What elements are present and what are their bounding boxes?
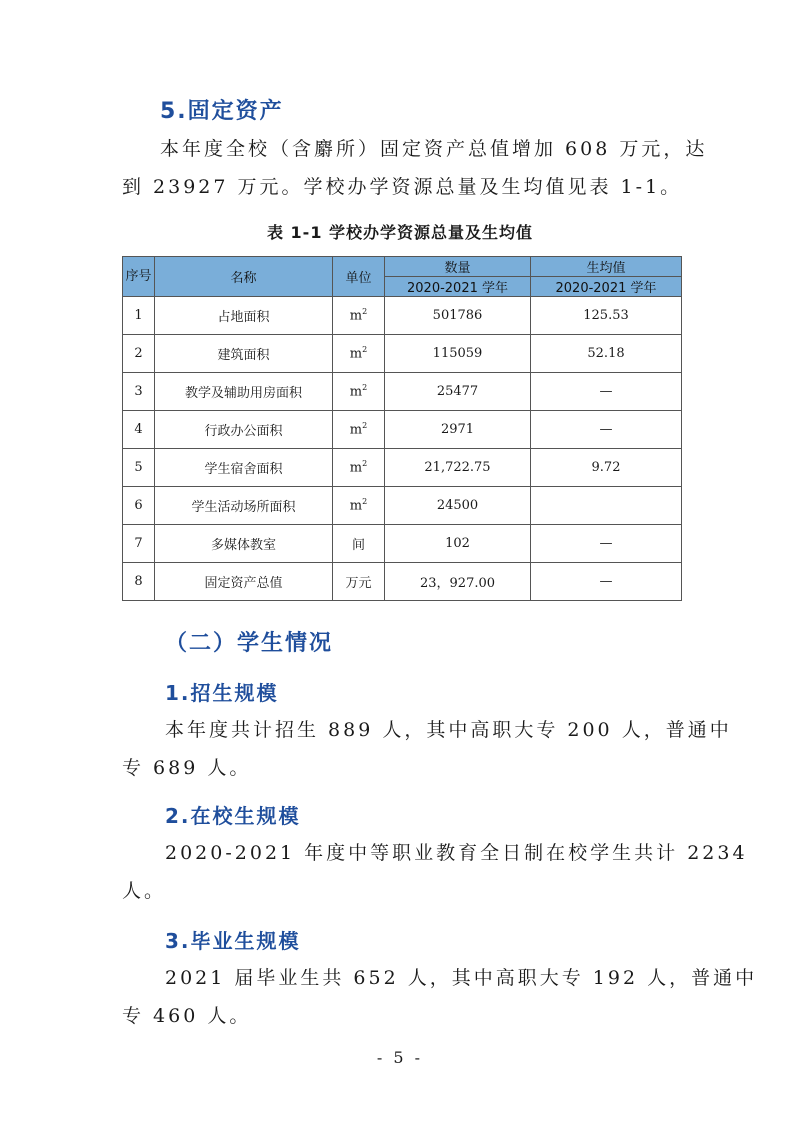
section-heading-graduates: 3.毕业生规模	[165, 929, 301, 953]
cell-unit: 间	[333, 525, 385, 563]
cell-quantity: 25477	[385, 373, 531, 411]
page-number: - 5 -	[376, 1048, 424, 1067]
cell-per-student: 52.18	[531, 335, 682, 373]
paragraph-line: 本年度全校（含麝所）固定资产总值增加 608 万元，达	[160, 138, 708, 160]
table-row	[123, 487, 682, 525]
table-row	[123, 335, 682, 373]
cell-quantity: 102	[385, 525, 531, 563]
cell-index: 6	[123, 487, 155, 525]
header-per-student: 生均值	[531, 257, 682, 277]
paragraph-line: 人。	[122, 880, 167, 902]
cell-index: 1	[123, 297, 155, 335]
paragraph-line: 2020-2021 年度中等职业教育全日制在校学生共计 2234	[165, 842, 748, 864]
paragraph-line: 专 460 人。	[122, 1005, 252, 1027]
cell-index: 4	[123, 411, 155, 449]
table-row	[123, 373, 682, 411]
paragraph-line: 本年度共计招生 889 人，其中高职大专 200 人，普通中	[165, 719, 732, 741]
cell-quantity: 115059	[385, 335, 531, 373]
cell-name: 学生宿舍面积	[155, 449, 333, 487]
section-heading-fixed-assets: 5.固定资产	[160, 99, 284, 124]
cell-index: 3	[123, 373, 155, 411]
cell-quantity: 21,722.75	[385, 449, 531, 487]
paragraph-line: 专 689 人。	[122, 757, 252, 779]
cell-index: 2	[123, 335, 155, 373]
cell-index: 7	[123, 525, 155, 563]
cell-unit: $m^2$	[333, 297, 385, 335]
paragraph-line: 2021 届毕业生共 652 人，其中高职大专 192 人，普通中	[165, 967, 758, 989]
table-caption: 表 1-1 学校办学资源总量及生均值	[266, 223, 534, 242]
cell-quantity: 24500	[385, 487, 531, 525]
header-quantity-year: 2020-2021 学年	[385, 277, 531, 297]
table-row	[123, 563, 682, 601]
cell-per-student: —	[531, 525, 682, 563]
section-heading-enrollment: 1.招生规模	[165, 681, 279, 705]
section-heading-in-school: 2.在校生规模	[165, 804, 301, 828]
cell-quantity: 2971	[385, 411, 531, 449]
table-row	[123, 297, 682, 335]
cell-per-student: 125.53	[531, 297, 682, 335]
cell-per-student: —	[531, 373, 682, 411]
paragraph-line: 到 23927 万元。学校办学资源总量及生均值见表 1-1。	[122, 176, 683, 198]
cell-per-student: —	[531, 411, 682, 449]
header-index: 序号	[123, 257, 155, 297]
header-unit: 单位	[333, 257, 385, 297]
cell-unit: $m^2$	[333, 335, 385, 373]
cell-per-student: 9.72	[531, 449, 682, 487]
cell-per-student: —	[531, 563, 682, 601]
cell-unit: $m^2$	[333, 373, 385, 411]
cell-quantity: 501786	[385, 297, 531, 335]
cell-index: 8	[123, 563, 155, 601]
cell-unit: $m^2$	[333, 487, 385, 525]
cell-index: 5	[123, 449, 155, 487]
assets-table	[122, 256, 682, 601]
cell-quantity: 23，927.00	[385, 563, 531, 601]
cell-name: 学生活动场所面积	[155, 487, 333, 525]
cell-per-student	[531, 487, 682, 525]
cell-name: 多媒体教室	[155, 525, 333, 563]
cell-name: 建筑面积	[155, 335, 333, 373]
table-row	[123, 449, 682, 487]
cell-name: 行政办公面积	[155, 411, 333, 449]
cell-name: 固定资产总值	[155, 563, 333, 601]
part-heading-students: （二）学生情况	[165, 631, 334, 656]
table-row	[123, 411, 682, 449]
cell-unit: 万元	[333, 563, 385, 601]
table-row	[123, 525, 682, 563]
header-per-student-year: 2020-2021 学年	[531, 277, 682, 297]
header-quantity: 数量	[385, 257, 531, 277]
cell-unit: $m^2$	[333, 449, 385, 487]
cell-name: 占地面积	[155, 297, 333, 335]
cell-unit: $m^2$	[333, 411, 385, 449]
cell-name: 教学及辅助用房面积	[155, 373, 333, 411]
header-name: 名称	[155, 257, 333, 297]
